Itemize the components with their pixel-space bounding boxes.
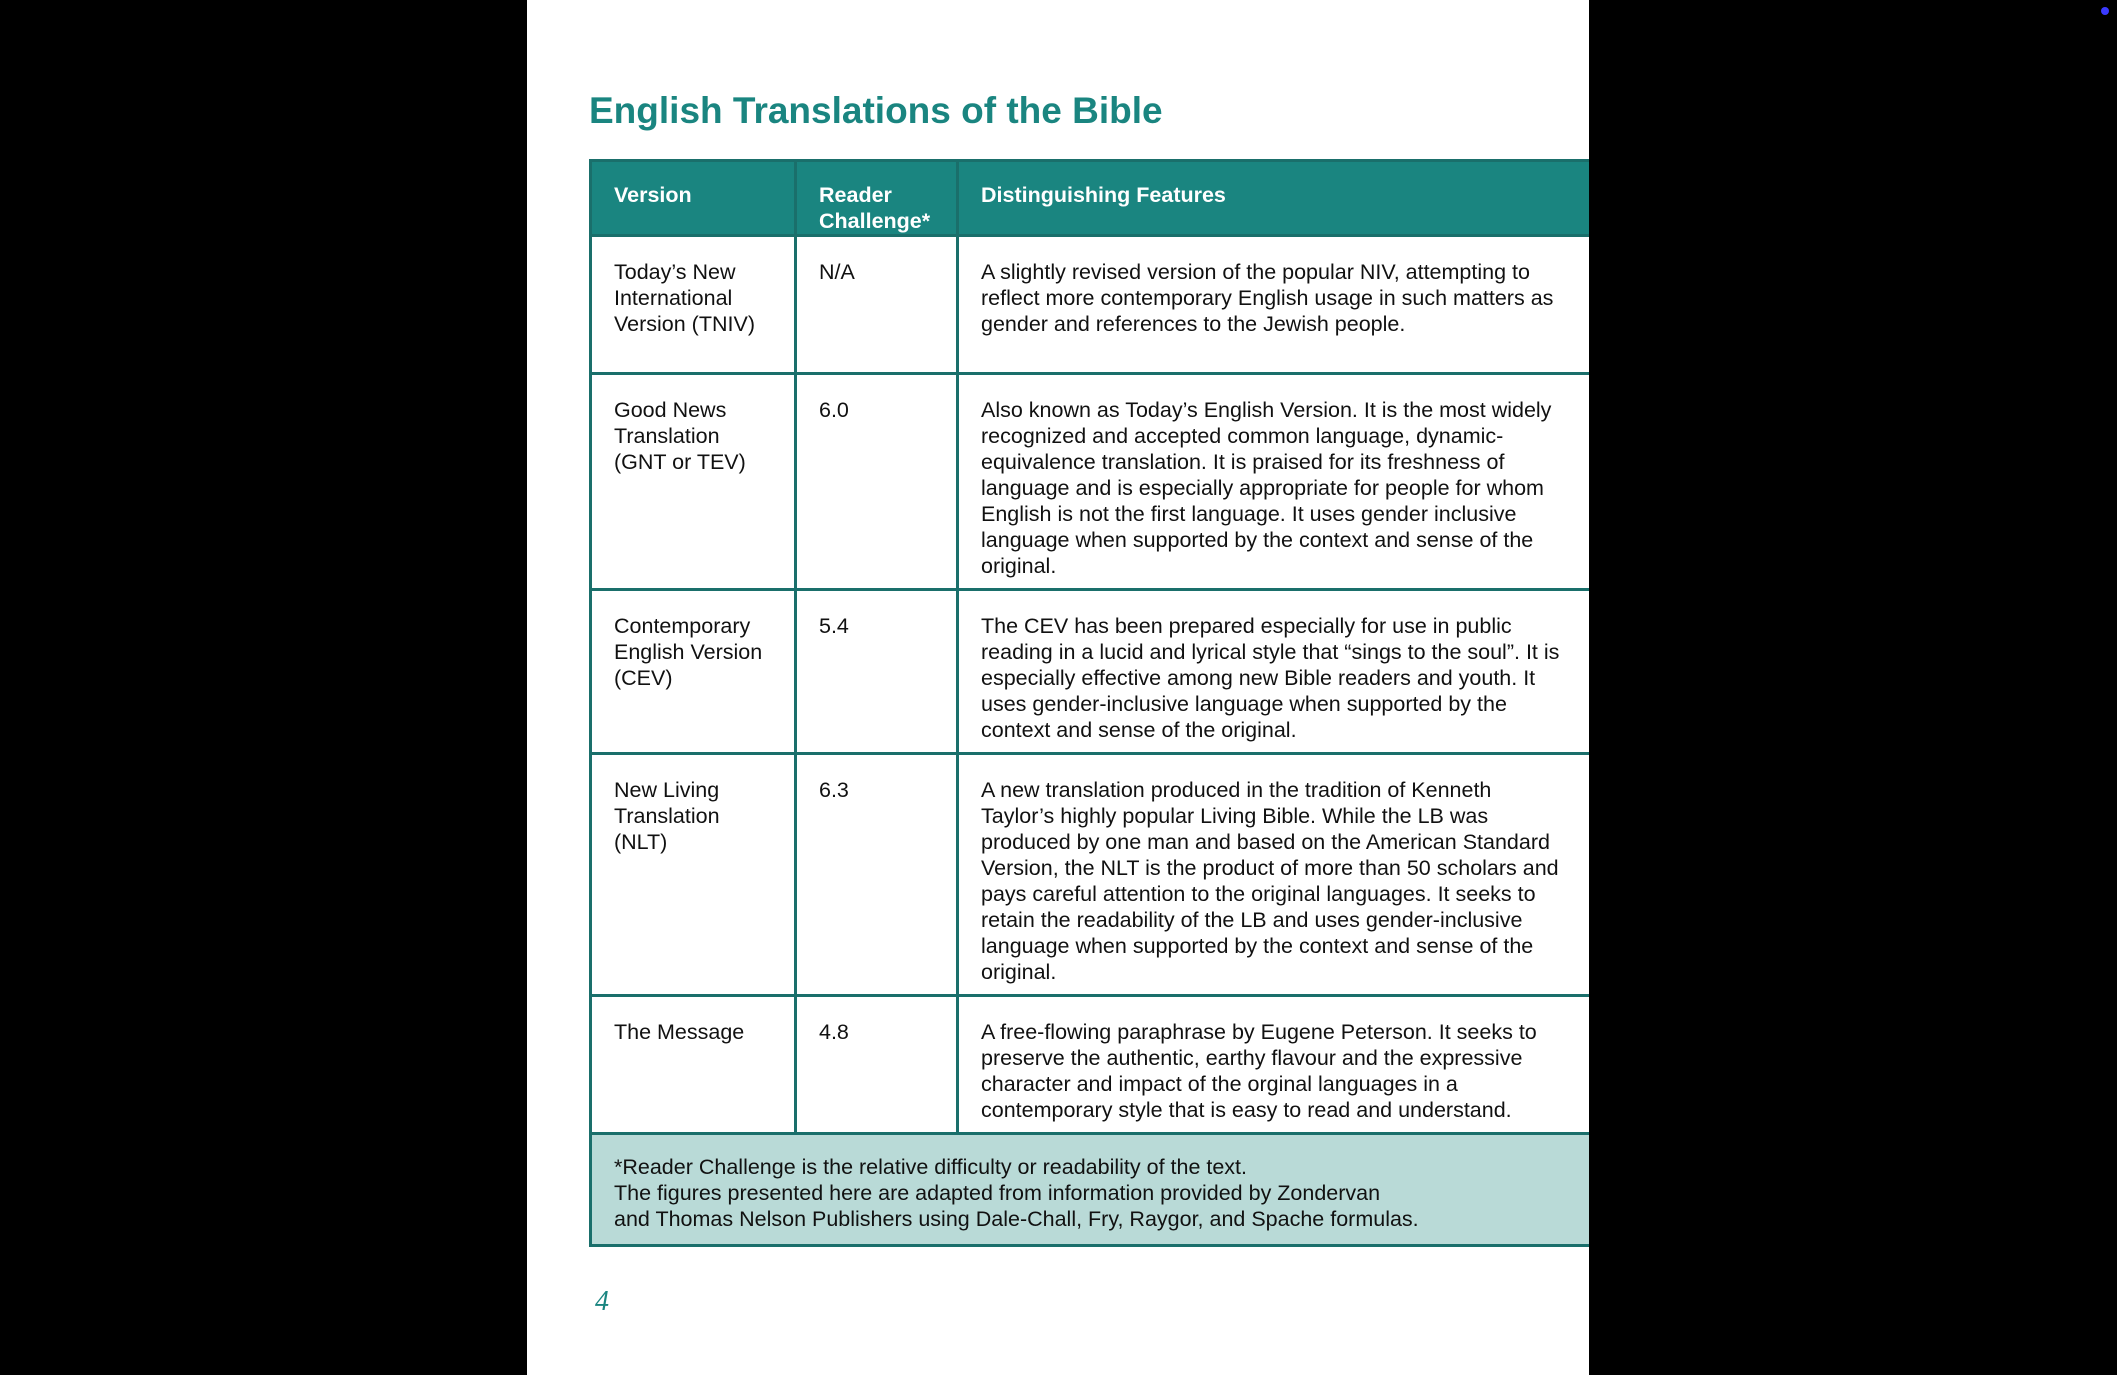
cell-version: The Message	[591, 996, 796, 1134]
table-row	[591, 374, 1590, 590]
document-page	[527, 0, 1589, 1375]
cell-features: Also known as Today’s English Version. It is the most widely recognized and accepted common language, dynamic-equivalence translation. It is praised for its freshness of language and is especially appropriate for people for whom English is not the first language. It uses gender inclusive language when supported by the context and sense of the original.	[958, 374, 1590, 590]
cell-features: A new translation produced in the tradition of Kenneth Taylor’s highly popular Living Bible. While the LB was produced by one man and based on the American Standard Version, the NLT is the product of more than 50 scholars and pays careful attention to the original languages. It seeks to retain the readability of the LB and uses gender-inclusive language when supported by the context and sense of the original.	[958, 754, 1590, 996]
table-row	[591, 754, 1590, 996]
cell-version: Good News Translation (GNT or TEV)	[591, 374, 796, 590]
header-reader-challenge	[796, 161, 958, 236]
table-header-row	[591, 161, 1590, 236]
cell-features: The CEV has been prepared especially for use in public reading in a lucid and lyrical style that “sings to the soul”. It is especially effective among new Bible readers and youth. It uses gender-inclusive language when supported by the context and sense of the original.	[958, 590, 1590, 754]
cell-challenge: 6.3	[796, 754, 958, 996]
table-footnote-row	[591, 1134, 1590, 1246]
footnote-line-3: and Thomas Nelson Publishers using Dale-Chall, Fry, Raygor, and Spache formulas.	[614, 1207, 1419, 1231]
table-row	[591, 236, 1590, 374]
page-title: English Translations of the Bible	[589, 90, 1163, 131]
page-number: 4	[595, 1286, 609, 1317]
header-reader-challenge-line2: Challenge*	[819, 209, 931, 233]
cell-challenge: N/A	[796, 236, 958, 374]
cell-challenge: 4.8	[796, 996, 958, 1134]
cell-version: New Living Translation (NLT)	[591, 754, 796, 996]
cell-challenge: 5.4	[796, 590, 958, 754]
cell-features: A slightly revised version of the popular NIV, attempting to reflect more contemporary English usage in such matters as gender and references to the Jewish people.	[958, 236, 1590, 374]
cell-version: Contemporary English Version (CEV)	[591, 590, 796, 754]
cell-features: A free-flowing paraphrase by Eugene Peterson. It seeks to preserve the authentic, earthy flavour and the expressive character and impact of the orginal languages in a contemporary style that is easy to read and understand.	[958, 996, 1590, 1134]
table-footnote	[591, 1134, 1590, 1246]
bible-translations-table	[589, 159, 1589, 1247]
header-reader-challenge-line1: Reader	[819, 183, 892, 207]
table-row	[591, 996, 1590, 1134]
table-row	[591, 590, 1590, 754]
cell-challenge: 6.0	[796, 374, 958, 590]
corner-dot-icon	[2101, 7, 2109, 15]
footnote-line-2: The figures presented here are adapted from information provided by Zondervan	[614, 1181, 1381, 1205]
cell-version: Today’s New International Version (TNIV)	[591, 236, 796, 374]
header-features: Distinguishing Features	[958, 161, 1590, 236]
header-version: Version	[591, 161, 796, 236]
footnote-line-1: *Reader Challenge is the relative difficulty or readability of the text.	[614, 1155, 1248, 1179]
